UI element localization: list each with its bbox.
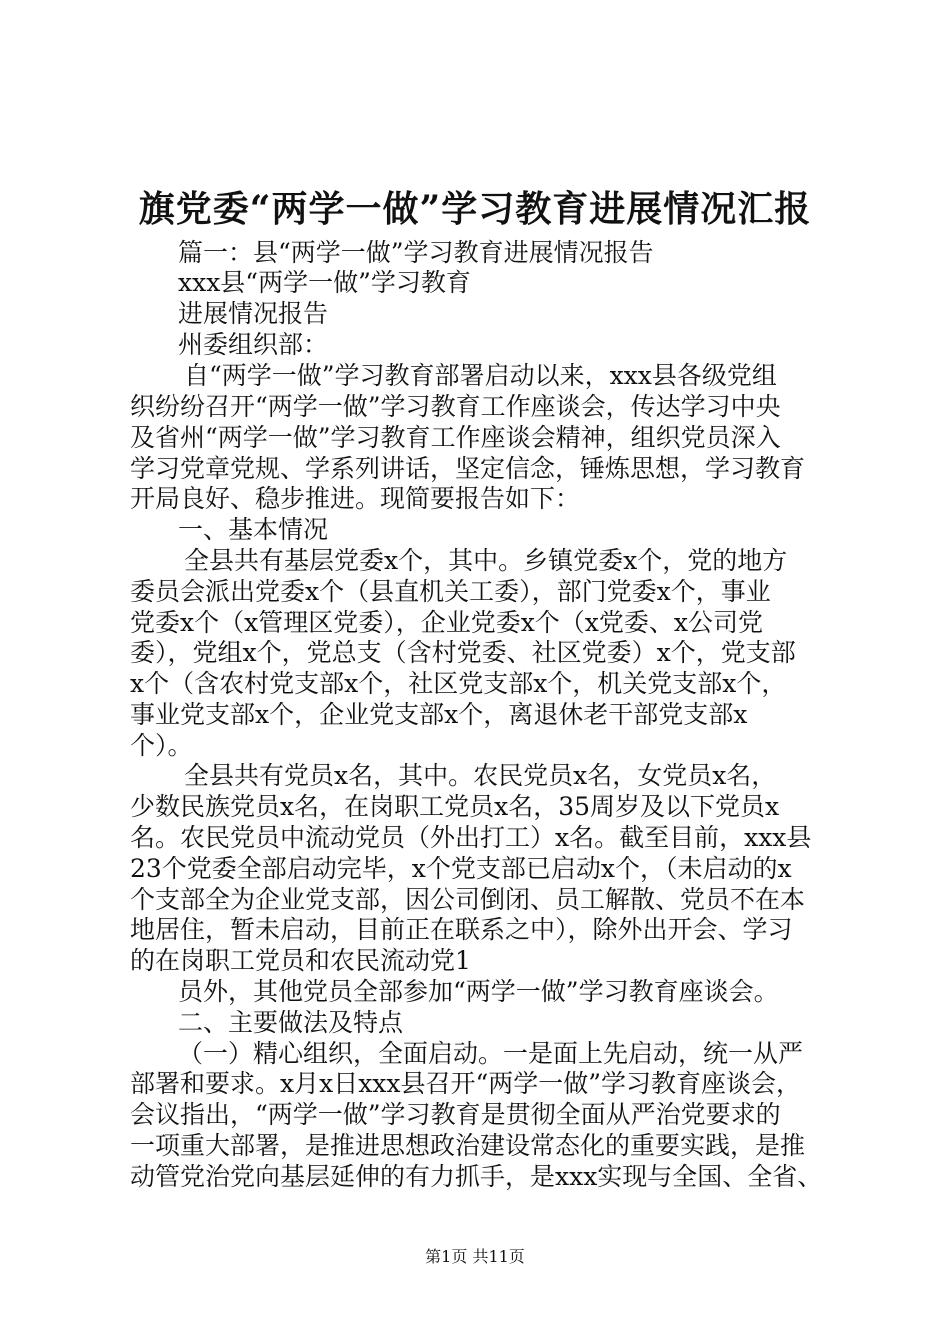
text-line: 动管党治党向基层延伸的有力抓手，是xxx实现与全国、全省、 xyxy=(130,1162,823,1191)
page-footer: 第1页 共11页 xyxy=(425,1247,525,1266)
text-line: 一、基本情况 xyxy=(178,515,329,544)
text-line: 少数民族党员x名，在岗职工党员x名，35周岁及以下党员x xyxy=(130,792,780,821)
text-line: 名。农民党员中流动党员（外出打工）x名。截至目前，xxx县 xyxy=(130,823,812,852)
text-line: 二、主要做法及特点 xyxy=(178,1008,404,1037)
text-line: 织纷纷召开“两学一做”学习教育工作座谈会，传达学习中央 xyxy=(130,392,781,421)
text-line: 委员会派出党委x个（县直机关工委），部门党委x个，事业 xyxy=(130,577,771,606)
text-line: 篇一：县“两学一做”学习教育进展情况报告 xyxy=(178,238,654,267)
text-line: 个）。 xyxy=(130,731,193,760)
text-line: 一项重大部署，是推进思想政治建设常态化的重要实践，是推 xyxy=(130,1131,806,1160)
text-line: x个（含农村党支部x个，社区党支部x个，机关党支部x个， xyxy=(130,669,787,698)
text-line: 委），党组x个，党总支（含村党委、社区党委）x个，党支部 xyxy=(130,638,796,667)
text-line: （一）精心组织，全面启动。一是面上先启动，统一从严 xyxy=(178,1039,804,1068)
text-line: 事业党支部x个，企业党支部x个，离退休老干部党支部x xyxy=(130,700,748,729)
text-line: 开局良好、稳步推进。现简要报告如下： xyxy=(130,484,581,513)
text-line: 全县共有基层党委x个，其中。乡镇党委x个，党的地方 xyxy=(184,546,788,575)
text-line: 员外，其他党员全部参加“两学一做”学习教育座谈会。 xyxy=(178,977,779,1006)
text-line: xxx县“两学一做”学习教育 xyxy=(178,268,471,297)
document-title: 旗党委“两学一做”学习教育进展情况汇报 xyxy=(138,188,812,230)
text-line: 自“两学一做”学习教育部署启动以来，xxx县各级党组 xyxy=(184,361,777,390)
text-line: 地居住，暂未启动，目前正在联系之中），除外出开会、学习 xyxy=(130,915,793,944)
text-line: 学习党章党规、学系列讲话，坚定信念，锤炼思想，学习教育 xyxy=(130,454,806,483)
text-line: 全县共有党员x名，其中。农民党员x名，女党员x名， xyxy=(184,761,777,790)
text-line: 23个党委全部启动完毕，x个党支部已启动x个，（未启动的x xyxy=(130,854,792,883)
text-line: 州委组织部： xyxy=(178,330,329,359)
text-line: 个支部全为企业党支部，因公司倒闭、员工解散、党员不在本 xyxy=(130,885,806,914)
text-line: 的在岗职工党员和农民流动党1 xyxy=(130,946,471,975)
text-line: 党委x个（x管理区党委），企业党委x个（x党委、x公司党 xyxy=(130,608,763,637)
text-line: 会议指出，“两学一做”学习教育是贯彻全面从严治党要求的 xyxy=(130,1100,781,1129)
text-line: 及省州“两学一做”学习教育工作座谈会精神，组织党员深入 xyxy=(130,423,781,452)
text-line: 部署和要求。x月x日xxx县召开“两学一做”学习教育座谈会， xyxy=(130,1069,802,1098)
text-line: 进展情况报告 xyxy=(178,299,329,328)
